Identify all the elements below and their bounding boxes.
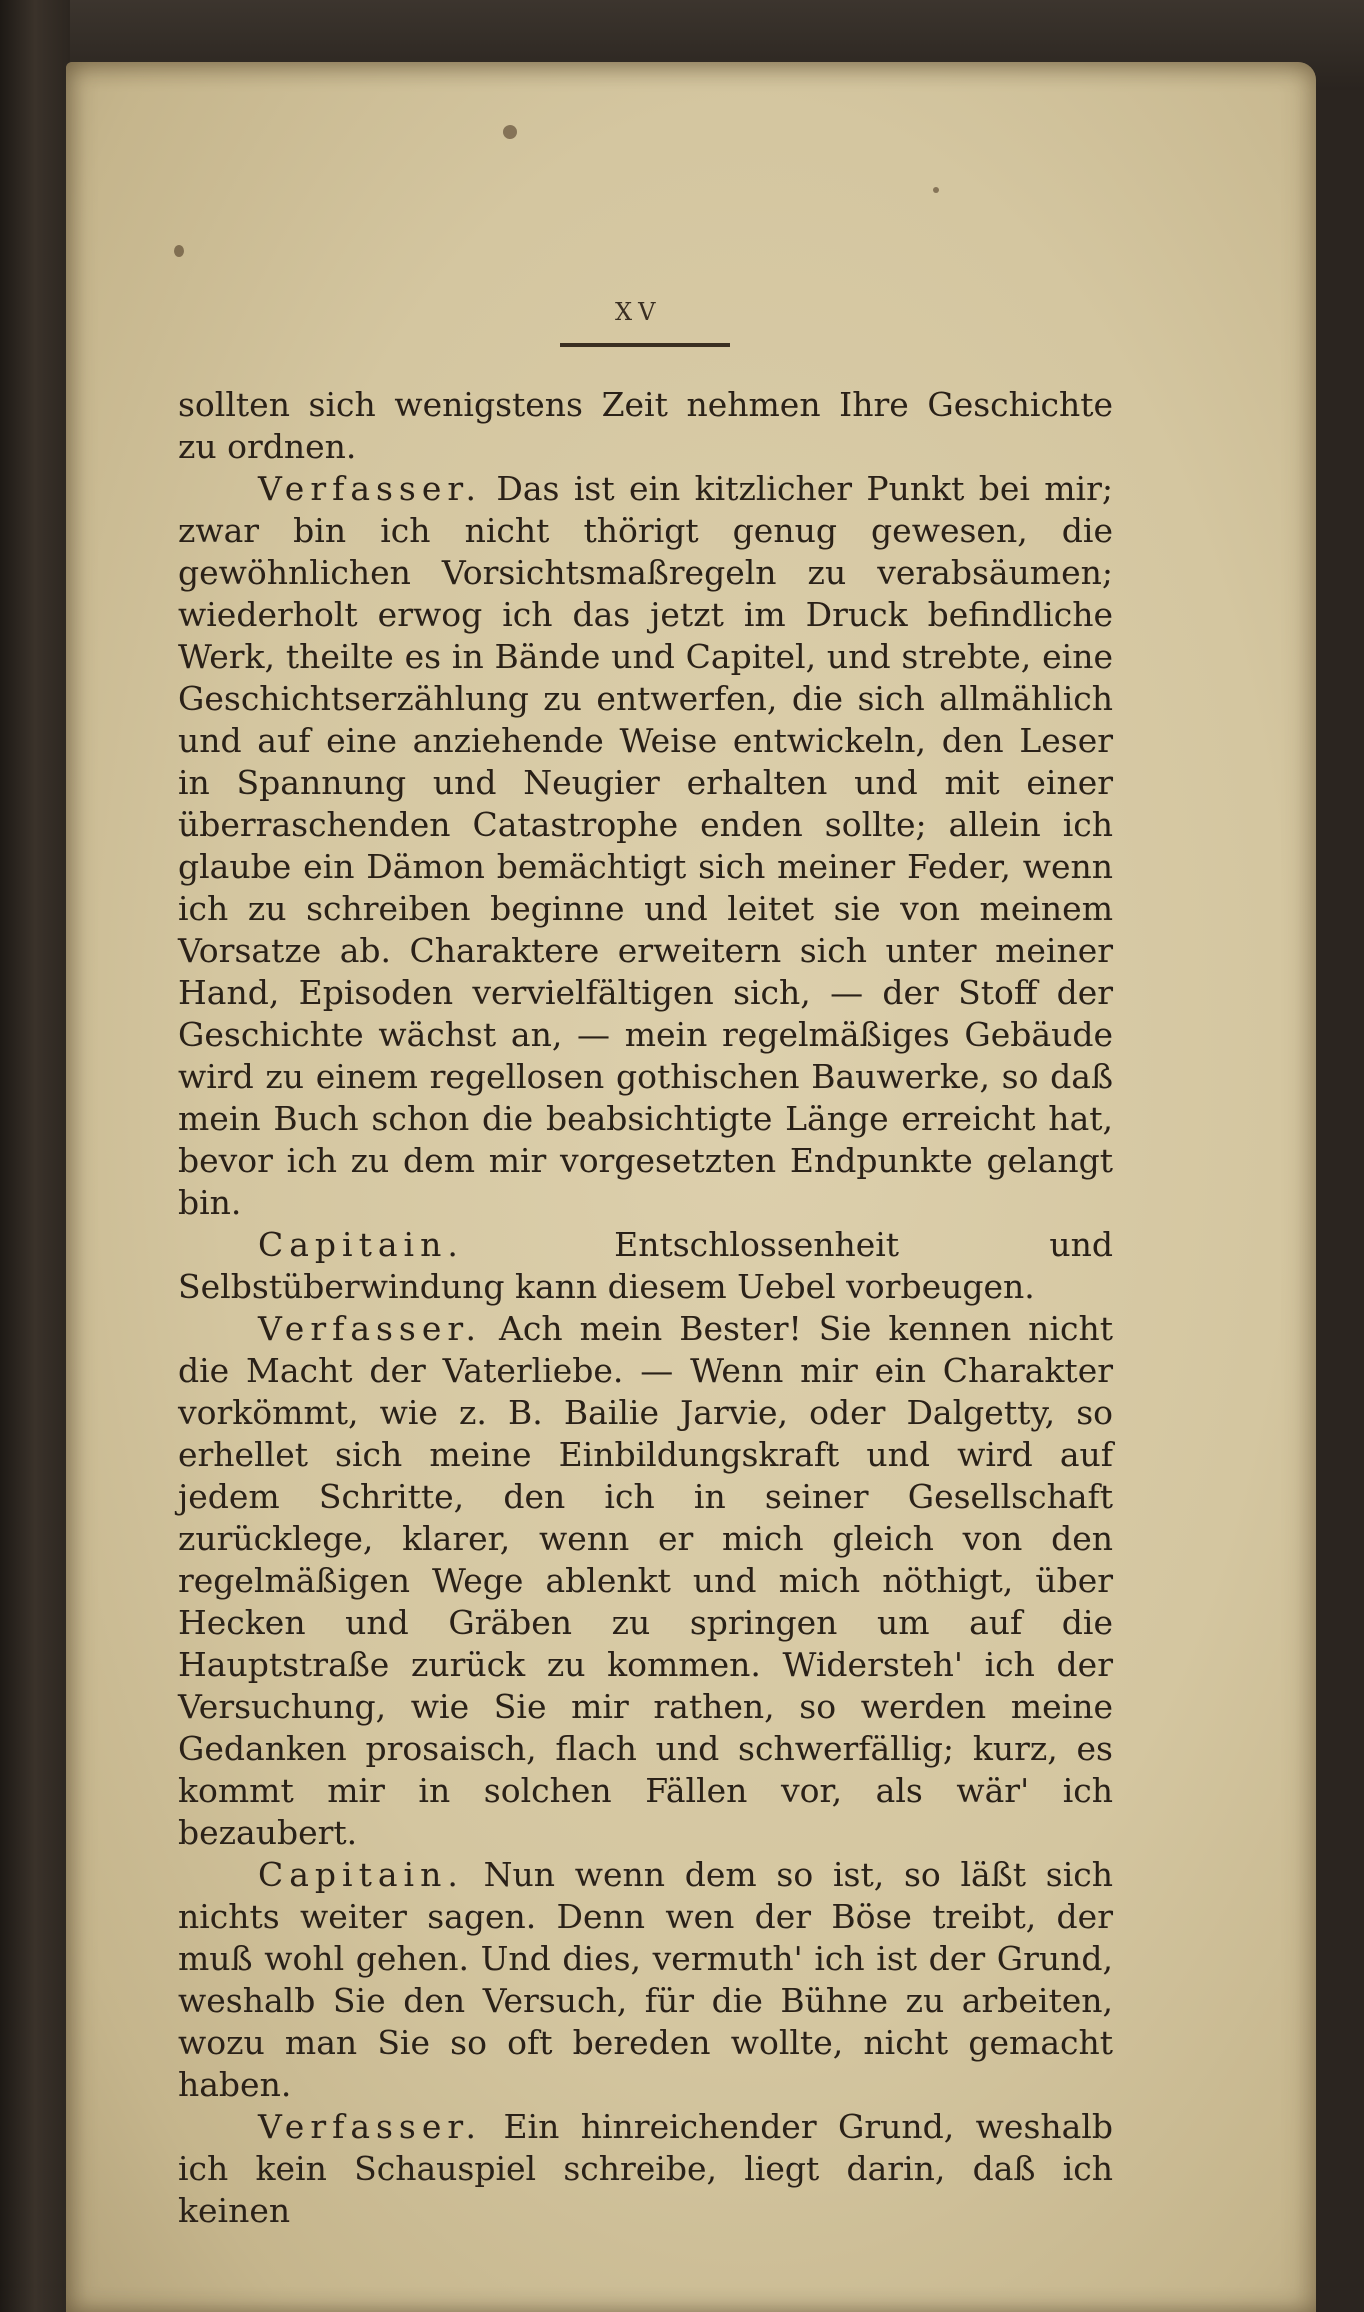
paragraph-text: Ach mein Bester! Sie kennen nicht die Macht der Vaterliebe. — Wenn mir ein Charakter vorkömmt, wie z. B. Bailie Jarvie, oder Dalgetty, so erhellet sich meine Einbildungskraft und wird auf jedem Schritte, den ich in seiner Gesellschaft zurücklege, klarer, wenn er mich gleich von den regelmäßigen Wege ablenkt und mich nöthigt, über Hecken und Gräben zu springen um auf die Hauptstraße zurück zu kommen. Widersteh' ich der Versuchung, wie Sie mir rathen, so werden meine Gedanken prosaisch, flach und schwerfällig; kurz, es kommt mir in solchen Fällen vor, als wär' ich bezaubert. (178, 1309, 1113, 1852)
paragraph (178, 1854, 1113, 2106)
body-text (178, 384, 1113, 2232)
foxing-spot (174, 245, 184, 257)
foxing-spot (933, 187, 939, 193)
paragraph-text: Ein hinreichender Grund, weshalb ich kein Schauspiel schreibe, liegt darin, daß ich keinen (178, 2107, 1113, 2230)
speaker-name: Capitain. (258, 1225, 464, 1264)
paragraph (178, 468, 1113, 1224)
speaker-name: Verfasser. (258, 2107, 483, 2146)
paragraph-text: Entschlossenheit und Selbstüberwindung kann diesem Uebel vorbeugen. (178, 1225, 1113, 1306)
page-number: XV (615, 298, 662, 326)
speaker-name: Verfasser. (258, 1309, 483, 1348)
paragraph (178, 1224, 1113, 1308)
foxing-spot (503, 125, 517, 139)
paragraph-text: sollten sich wenigstens Zeit nehmen Ihre Geschichte zu ordnen. (178, 385, 1113, 466)
speaker-name: Capitain. (258, 1855, 464, 1894)
paragraph (178, 2106, 1113, 2232)
paragraph-text: Das ist ein kitzlicher Punkt bei mir; zwar bin ich nicht thörigt genug gewesen, die gewöhnlichen Vorsichtsmaßregeln zu verabsäumen; wiederholt erwog ich das jetzt im Druck befindliche Werk, theilte es in Bände und Capitel, und strebte, eine Geschichtserzählung zu entwerfen, die sich allmählich und auf eine anziehende Weise entwickeln, den Leser in Spannung und Neugier erhalten und mit einer überraschenden Catastrophe enden sollte; allein ich glaube ein Dämon bemächtigt sich meiner Feder, wenn ich zu schreiben beginne und leitet sie von meinem Vorsatze ab. Charaktere erweitern sich unter meiner Hand, Episoden vervielfältigen sich, — der Stoff der Geschichte wächst an, — mein regelmäßiges Gebäude wird zu einem regellosen gothischen Bauwerke, so daß mein Buch schon die beabsichtigte Länge erreicht hat, bevor ich zu dem mir vorgesetzten Endpunkte gelangt bin. (178, 469, 1114, 1222)
paragraph (178, 384, 1113, 468)
paragraph (178, 1308, 1113, 1854)
speaker-name: Verfasser. (258, 469, 483, 508)
paragraph-text: Nun wenn dem so ist, so läßt sich nichts weiter sagen. Denn wen der Böse treibt, der muß wohl gehen. Und dies, vermuth' ich ist der Grund, weshalb Sie den Versuch, für die Bühne zu arbeiten, wozu man Sie so oft bereden wollte, nicht gemacht haben. (178, 1855, 1113, 2104)
header-rule (560, 343, 730, 347)
book-binding (0, 0, 70, 2312)
